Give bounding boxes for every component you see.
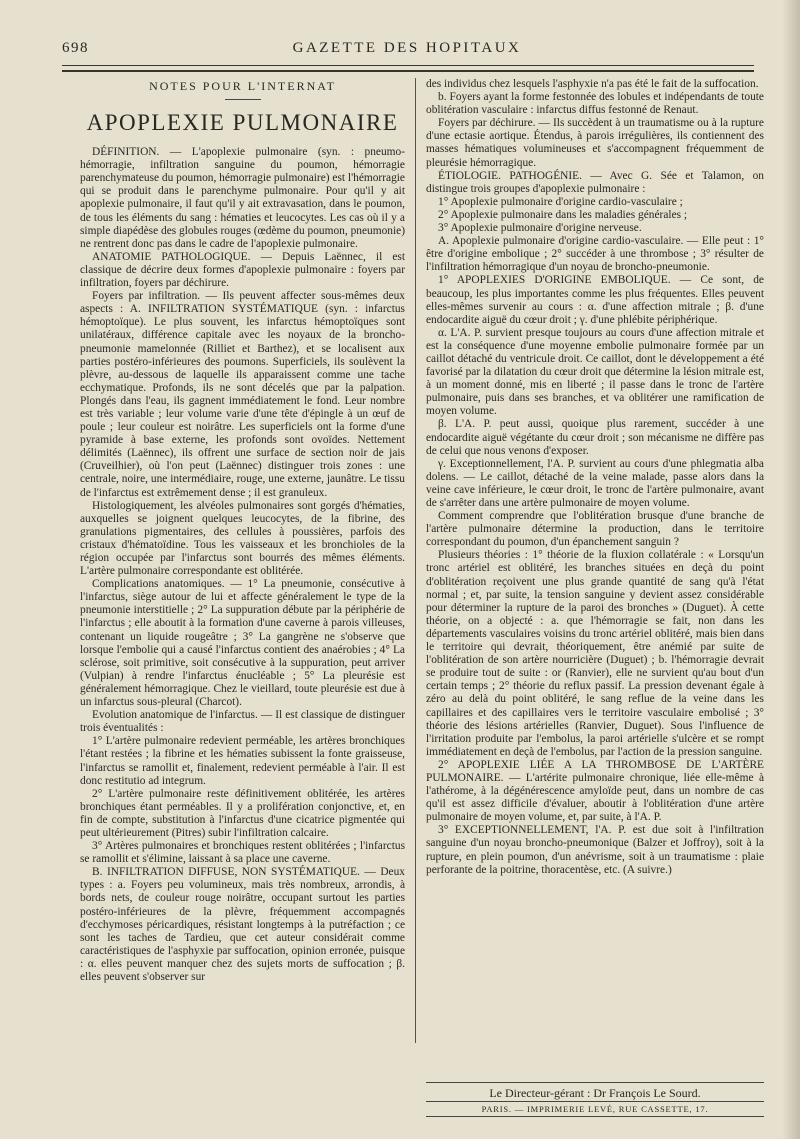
paragraph: ÉTIOLOGIE. PATHOGÉNIE. — Avec G. Sée et Talamon, on distingue trois groupes d'apoplexie pulmonaire : (426, 169, 764, 195)
right-column (426, 78, 764, 877)
paragraph: Complications anatomiques. — 1° La pneumonie, consécutive à l'infarctus, siège autour de lui et affecte généralement le type de la pneumonie interstitielle ; 2° La suppuration débute par la périphérie de l'infarctus ; elle aboutit à la formation d'une caverne à parois villeuses, contenant un liquide rougeâtre ; 3° La gangrène ne s'observe que lorsque l'embolie qui a causé l'infarctus contient des anaérobies ; 4° La sclérose, soit primitive, soit consécutive à la suppuration, peut arriver (Vulpian) à rendre l'infarctus énucléable ; 5° La pleurésie est généralement hémorragique. Chez le vieillard, toute pleurésie est due à un infarctus sous-pleural (Charcot). (80, 578, 405, 709)
running-head (62, 40, 752, 60)
paragraph: B. INFILTRATION DIFFUSE, NON SYSTÉMATIQUE. — Deux types : a. Foyers peu volumineux, mais très nombreux, arrondis, à bords nets, de couleur rouge noirâtre, occupant surtout les parties postéro-inférieures de la plèvre, fréquemment accompagnés d'ecchymoses péricardiques, résistant longtemps à la putréfaction ; ce sont les taches de Tardieu, que cet auteur considérait comme caractéristiques de l'asphyxie par suffocation, opinion erronée, puisque : α. elles peuvent manquer chez des sujets morts de suffocation ; β. elles peuvent s'observer sur (80, 866, 405, 983)
paragraph: α. L'A. P. survient presque toujours au cours d'une affection mitrale et est la conséquence d'une moyenne embolie pulmonaire formée par un caillot détaché du ventricule droit. Ce caillot, dont le développement a été favorisé par la dilatation du cœur droit que détermine la lésion mitrale est, à un moment donné, mis en liberté ; il passe dans le tronc de l'artère pulmonaire, puis dans ses branches, et va oblitérer une ramification de moyen volume. (426, 326, 764, 418)
paragraph: b. Foyers ayant la forme festonnée des lobules et indépendants de toute oblitération vasculaire : infarctus diffus festonné de Renaut. (426, 91, 764, 117)
paragraph: des individus chez lesquels l'asphyxie n'a pas été le fait de la suffocation. (426, 78, 759, 90)
paragraph: 2° L'artère pulmonaire reste définitivement oblitérée, les artères bronchiques étant perméables. Il y a prolifération conjonctive, et, en fin de compte, substitution à l'infarctus d'une cicatrice pigmentée qui peut ultérieurement (Pitres) subir l'infiltration calcaire. (80, 787, 405, 839)
printer-imprint: PARIS. — IMPRIMERIE LEVÉ, RUE CASSETTE, 17. (426, 1101, 764, 1117)
page-edge-shadow (782, 0, 800, 1139)
section-heading: NOTES POUR L'INTERNAT (149, 79, 336, 93)
paragraph: 3° EXCEPTIONNELLEMENT, l'A. P. est due soit à l'infiltration sanguine d'un noyau broncho-pneumonique (Balzer et Joffroy), soit à la rupture, en plein poumon, d'un anévrisme, soit à un traumatisme : plaie perforante de la poitrine, thoracentèse, etc. (A suivre.) (426, 824, 764, 876)
paragraph: 1° L'artère pulmonaire redevient perméable, les artères bronchiques l'étant restées ; la fibrine et les hématies subissent la fonte graisseuse, l'infarctus se ramollit et, finalement, redevient perméable à l'air. Il est donc restitutio ad integrum. (80, 735, 405, 787)
paragraph: 1° APOPLEXIES D'ORIGINE EMBOLIQUE. — Ce sont, de beaucoup, les plus importantes comme les plus fréquentes. Elles peuvent elles-mêmes survenir au cours : α. d'une affection mitrale ; β. d'une endocardite aiguë du cœur droit ; γ. d'une phlébite périphérique. (426, 274, 764, 326)
paragraph: Evolution anatomique de l'infarctus. — Il est classique de distinguer trois éventualités : (80, 709, 405, 735)
paragraph: 2° APOPLEXIE LIÉE A LA THROMBOSE DE L'ARTÈRE PULMONAIRE. — L'artérite pulmonaire chronique, liée elle-même à l'athérome, à la dégénérescence amyloïde peut, dans un nombre de cas qu'il est assez difficile d'évaluer, aboutir à l'oblitération d'une artère pulmonaire de moyen volume, et, par suite, à l'A. P. (426, 758, 764, 824)
paragraph: A. Apoplexie pulmonaire d'origine cardio-vasculaire. — Elle peut : 1° être d'origine embolique ; 2° succéder à une thrombose ; 3° résulter de l'infiltration hémorragique d'un noyau de broncho-pneumonie. (426, 235, 764, 274)
column-divider (415, 78, 416, 1043)
paragraph: Foyers par déchirure. — Ils succèdent à un traumatisme ou à la rupture d'une ectasie aortique. Étendus, à parois irrégulières, ils contiennent des masses hématiques volumineuses et s'accompagnent fréquemment de pleurésie hémorragique. (426, 117, 764, 169)
paragraph: Comment comprendre que l'oblitération brusque d'une branche de l'artère pulmonaire détermine la production, dans le territoire correspondant du poumon, d'un épanchement sanguin ? (426, 510, 764, 549)
paragraph: Foyers par infiltration. — Ils peuvent affecter sous-mêmes deux aspects : A. INFILTRATION SYSTÉMATIQUE (syn. : infarctus hémoptoïque). Le plus souvent, les infarctus hémoptoïques sont unilatéraux, différence capitale avec les noyaux de la broncho-pneumonie mamelonnée (Rilliet et Barthez), et se localisent aux parties postéro-inférieures des poumons. Superficiels, ils soulèvent la plèvre, au-dessous de laquelle ils apparaissent comme une tache ecchymatique. Profonds, ils ne sont décelés que par la palpation. Plongés dans l'eau, ils gagnent immédiatement le fond. Leur nombre est très variable ; leur volume varie d'une tête d'épingle à un œuf de poule ; leur couleur est noirâtre. Les superficiels ont la forme d'une pyramide à base externe, les profonds sont ovoïdes. Nettement délimités (Laënnec), ils offrent une surface de section noir de jais (Cruveilhier), où l'on peut (Laënnec) distinguer trois zones : une centrale, noire, une intermédiaire, rouge, une externe, jaunâtre. Le tissu de l'infarctus est extrêmement dense ; il est granuleux. (80, 290, 405, 499)
list-item: 3° Apoplexie pulmonaire d'origine nerveuse. (438, 222, 642, 235)
paragraph: DÉFINITION. — L'apoplexie pulmonaire (syn. : pneumo-hémorragie, infiltration sanguine du poumon, hémorragie parenchymateuse du poumon, hémorragie pulmonaire) est l'hémorragie qui se produit dans le parenchyme pulmonaire. Pour qu'il y ait apoplexie pulmonaire, il faut qu'il y ait extravasation, dans le poumon, de tous les éléments du sang : hématies et leucocytes. Les cas où il y a simple diapédèse des globules rouges (œdème du poumon, pneumonie) ne rentrent donc pas dans le cadre de l'apoplexie pulmonaire. (80, 146, 405, 250)
paragraph: Plusieurs théories : 1° théorie de la fluxion collatérale : « Lorsqu'un tronc artériel est oblitéré, les branches situées en deçà du point d'oblitération reçoivent une plus grande quantité de sang qu'à l'état normal ; et, par suite, la tension sanguine y devient assez considérable pour déterminer la rupture de la paroi des bronches » (Duguet). À cette théorie, on a objecté : a. que l'hémorragie se fait, non dans les départements vasculaires voisins du tronc artériel oblitéré, mais bien dans le territoire qui devrait, théoriquement, être anémié par suite de l'oblitération de son artère nourricière (Duguet) ; b. l'hémorragie devrait se produire tout de suite : or (Ranvier), elle ne survient qu'au bout d'un certain temps ; 2° théorie du reflux passif. La pression devenant égale à zéro au delà du point oblitéré, le sang reflue de la veine dans les capillaires et des capillaires vers le territoire vasculaire embolisé ; 3° théorie des lésions artérielles (Ranvier, Duguet). Sous l'influence de l'irritation produite par l'embolus, la paroi artérielle s'ulcère et se rompt immédiatement en deçà de l'embolus, par l'action de la pression sanguine. (426, 549, 764, 758)
paragraph: 3° Artères pulmonaires et bronchiques restent oblitérées ; l'infarctus se ramollit et s'élimine, laissant à sa place une caverne. (80, 840, 405, 866)
list-item: 1° Apoplexie pulmonaire d'origine cardio-vasculaire ; (438, 195, 683, 208)
page-number: 698 (62, 40, 89, 56)
header-double-rule (62, 65, 754, 72)
list-item: 2° Apoplexie pulmonaire dans les maladies générales ; (438, 208, 688, 221)
paragraph: Histologiquement, les alvéoles pulmonaires sont gorgés d'hématies, auxquelles se joignent quelques leucocytes, de la fibrine, des granulations pigmentaires, des cellules à poussières, parfois des cristaux d'hématoïdine. Tous les vaisseaux et les bronchioles de la région occupée par l'infarctus sont bourrés des mêmes éléments. L'artère pulmonaire correspondante est oblitérée. (80, 499, 405, 578)
paragraph: ANATOMIE PATHOLOGIQUE. — Depuis Laënnec, il est classique de décrire deux formes d'apoplexie pulmonaire : foyers par infiltration, foyers par déchirure. (80, 250, 405, 290)
journal-title: GAZETTE DES HOPITAUX (292, 40, 522, 56)
title-short-rule (225, 99, 261, 100)
director-credit: Le Directeur-gérant : Dr François Le Sourd. (426, 1082, 764, 1101)
paragraph: β. L'A. P. peut aussi, quoique plus rarement, succéder à une endocardite aiguë végétante du cœur droit ; son mécanisme ne diffère pas de celui que nous venons d'exposer. (426, 418, 764, 457)
article-title: APOPLEXIE PULMONAIRE (86, 110, 399, 136)
paragraph: γ. Exceptionnellement, l'A. P. survient au cours d'une phlegmatia alba dolens. — Le caillot, détaché de la veine malade, passe alors dans la veine cave inférieure, le cœur droit, le tronc de l'artère pulmonaire, avant de s'arrêter dans une artère pulmonaire de moyen volume. (426, 457, 764, 509)
left-column (80, 78, 405, 984)
